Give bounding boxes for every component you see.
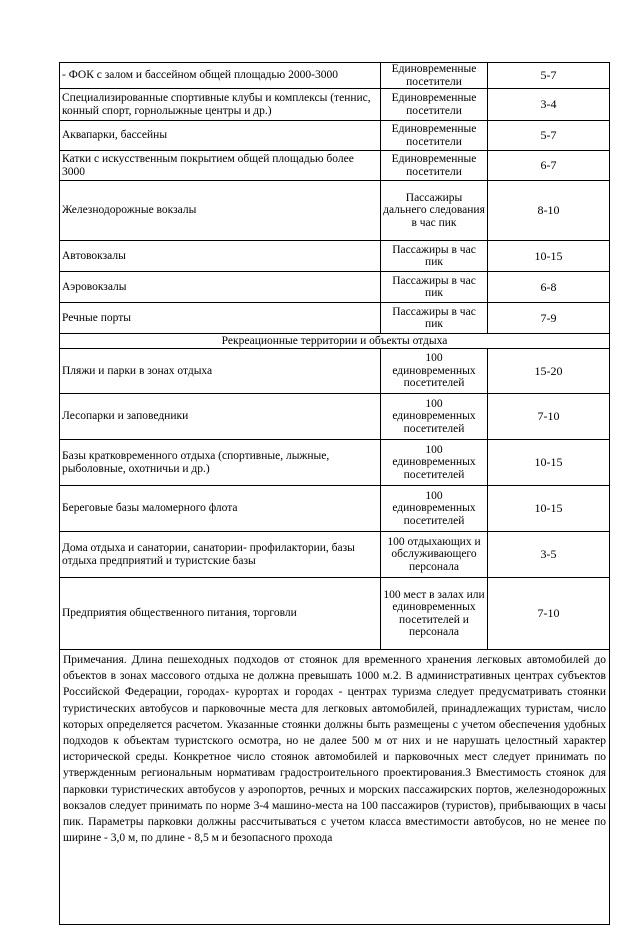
spaces-value: 7-10 xyxy=(488,578,610,650)
spaces-value: 10-15 xyxy=(488,486,610,532)
spaces-value: 7-9 xyxy=(488,303,610,334)
facility-name: Автовокзалы xyxy=(60,241,381,272)
facility-name: Катки с искусственным покрытием общей площадью более 3000 xyxy=(60,151,381,181)
spaces-value: 3-4 xyxy=(488,89,610,121)
spaces-value: 7-10 xyxy=(488,394,610,440)
table-row xyxy=(60,349,610,394)
facility-name: Предприятия общественного питания, торговли xyxy=(60,578,381,650)
table-row xyxy=(60,151,610,181)
facility-name: - ФОК с залом и бассейном общей площадью 2000-3000 xyxy=(60,63,381,89)
spaces-value: 10-15 xyxy=(488,440,610,486)
spaces-value: 10-15 xyxy=(488,241,610,272)
calc-unit: 100 отдыхающих и обслуживающего персонала xyxy=(381,532,488,578)
calc-unit: Пассажиры в час пик xyxy=(381,241,488,272)
calc-unit: 100 мест в залах или единовременных посетителей и персонала xyxy=(381,578,488,650)
table-row xyxy=(60,63,610,89)
facility-name: Лесопарки и заповедники xyxy=(60,394,381,440)
spaces-value: 3-5 xyxy=(488,532,610,578)
facility-name: Пляжи и парки в зонах отдыха xyxy=(60,349,381,394)
facility-name: Специализированные спортивные клубы и комплексы (теннис, конный спорт, горнолыжные центры и др.) xyxy=(60,89,381,121)
facility-name: Аэровокзалы xyxy=(60,272,381,303)
spaces-value: 8-10 xyxy=(488,181,610,241)
table-row xyxy=(60,578,610,650)
calc-unit: Пассажиры дальнего следования в час пик xyxy=(381,181,488,241)
facility-name: Дома отдыха и санатории, санатории- профилактории, базы отдыха предприятий и туристские базы xyxy=(60,532,381,578)
table-row xyxy=(60,272,610,303)
facility-name: Речные порты xyxy=(60,303,381,334)
spaces-value: 5-7 xyxy=(488,121,610,151)
table-row xyxy=(60,532,610,578)
calc-unit: 100 единовременных посетителей xyxy=(381,486,488,532)
facility-name: Береговые базы маломерного флота xyxy=(60,486,381,532)
spaces-value: 15-20 xyxy=(488,349,610,394)
notes-text: Примечания. Длина пешеходных подходов от стоянок для временного хранения легковых автомобилей до объектов в зонах массового отдыха не должна превышать 1000 м.2. В административных центрах субъектов Российской Федерации, городах- курортах и городах - центрах туризма следует предусматривать стоянки туристических автобусов и парковочные места для легковых автомобилей, принадлежащих туристам, число которых определяется расчетом. Указанные стоянки должны быть размещены с учетом обеспечения удобных подходов к объектам туристского осмотра, но не далее 500 м от них и не нарушать целостный характер исторической среды. Конкретное число стоянок автомобилей и парковочных мест следует принимать по утвержденным региональным нормативам градостроительного проектирования.3 Вместимость стоянок для парковки туристических автобусов у аэропортов, речных и морских пассажирских портов, железнодорожных вокзалов следует принимать по норме 3-4 машино-места на 100 пассажиров (туристов), прибывающих в часы пик. Параметры парковки должны рассчитываться с учетом класса вместимости автобусов, но не менее по ширине - 3,0 м, по длине - 8,5 м и безопасного прохода xyxy=(60,650,610,925)
notes-row xyxy=(60,650,610,925)
calc-unit: Единовременные посетители xyxy=(381,121,488,151)
table-row xyxy=(60,121,610,151)
table-row xyxy=(60,181,610,241)
calc-unit: 100 единовременных посетителей xyxy=(381,394,488,440)
calc-unit: Пассажиры в час пик xyxy=(381,303,488,334)
calc-unit: Пассажиры в час пик xyxy=(381,272,488,303)
spaces-value: 6-8 xyxy=(488,272,610,303)
spaces-value: 6-7 xyxy=(488,151,610,181)
parking-norms-table xyxy=(59,62,610,925)
table-row xyxy=(60,89,610,121)
facility-name: Железнодорожные вокзалы xyxy=(60,181,381,241)
calc-unit: Единовременные посетители xyxy=(381,63,488,89)
section-title: Рекреационные территории и объекты отдыха xyxy=(60,334,610,349)
calc-unit: Единовременные посетители xyxy=(381,151,488,181)
calc-unit: 100 единовременных посетителей xyxy=(381,349,488,394)
calc-unit: 100 единовременных посетителей xyxy=(381,440,488,486)
section-header-row xyxy=(60,334,610,349)
calc-unit: Единовременные посетители xyxy=(381,89,488,121)
facility-name: Базы кратковременного отдыха (спортивные, лыжные, рыболовные, охотничьи и др.) xyxy=(60,440,381,486)
spaces-value: 5-7 xyxy=(488,63,610,89)
table-row xyxy=(60,303,610,334)
facility-name: Аквапарки, бассейны xyxy=(60,121,381,151)
table-row xyxy=(60,241,610,272)
table-row xyxy=(60,440,610,486)
table-row xyxy=(60,394,610,440)
table-row xyxy=(60,486,610,532)
